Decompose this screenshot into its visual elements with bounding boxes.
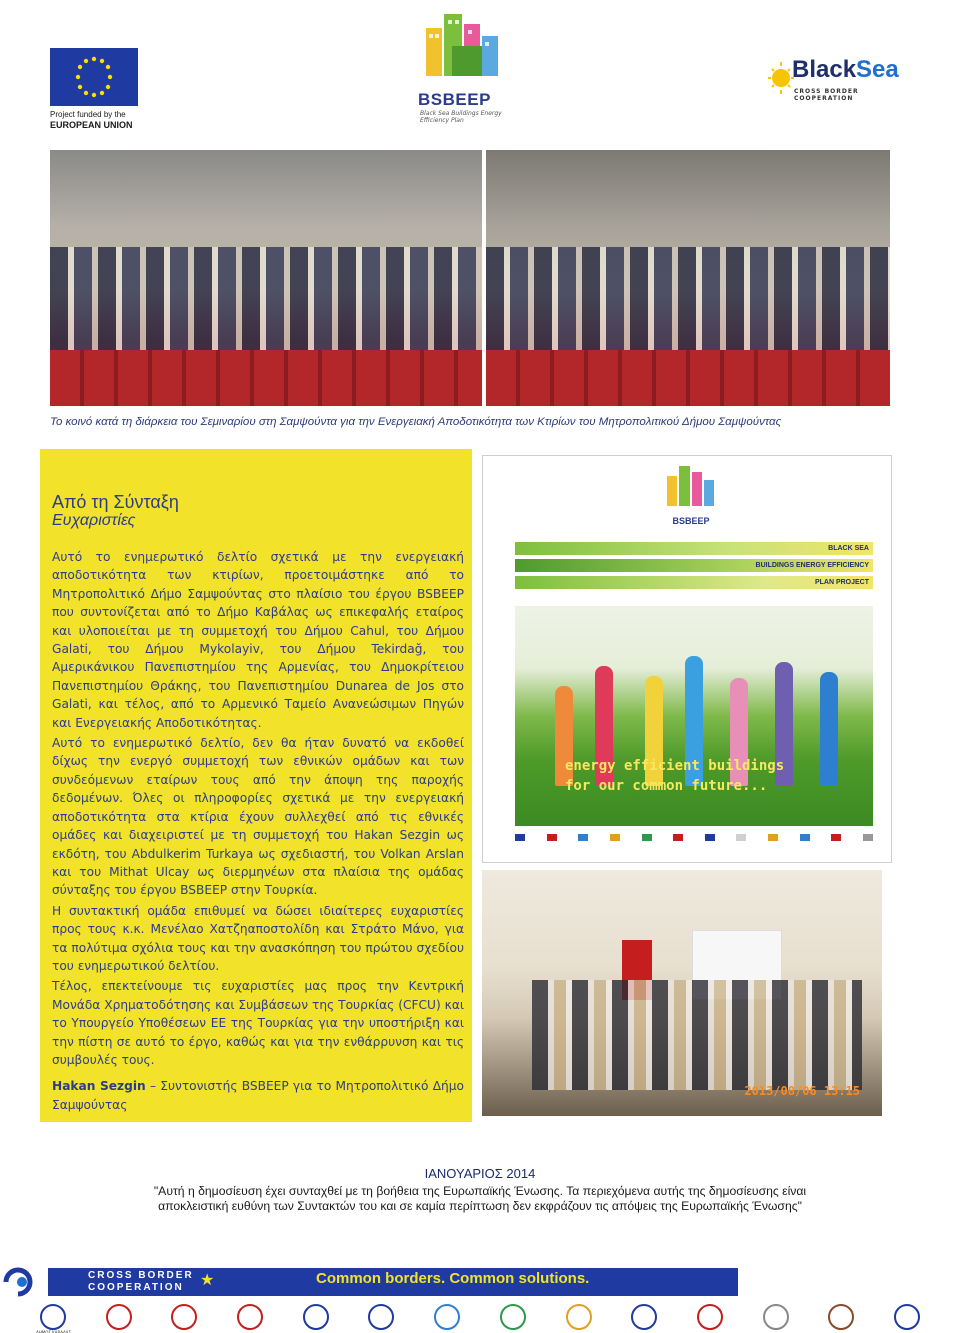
cbc-label-line1: CROSS BORDER — [88, 1270, 194, 1281]
brochure-slogan-line2: for our common future... — [565, 778, 768, 794]
partner-logo — [171, 1304, 197, 1330]
bsbeep-logo-subtitle: Black Sea Buildings Energy Efficiency Plan — [420, 110, 502, 124]
partner-logo — [368, 1304, 394, 1330]
eu-flag-icon — [50, 48, 138, 106]
eu-caption-line2: EUROPEAN UNION — [50, 120, 133, 130]
buildings-icon — [412, 6, 512, 90]
paragraph: Αυτό το ενημερωτικό δελτίο, δεν θα ήταν δυνατό να εκδοθεί δίχως την ενεργό συμμετοχή των εθνικών ομάδων και των συνδεόμενων εταίρων τους από την άποψη της παροχής δεδομένων. Όλες οι πληροφορίες σχετικά με την ενεργειακή αποδοτικότητα στα κτίρια έχουν συλλεχθεί από τις εθνικές ομάδες και διαχειριστεί με τη συμμετοχή του Hakan Sezgin ως εκδότη, του Abdulkerim Turkaya ως σχεδιαστή, του Volkan Arslan και του Mithat Ulcay ως διερμηνέων στα πλαίσια της ομάδας σύνταξης του έργου BSBEEP στην Τουρκία. — [52, 736, 464, 898]
seminar-audience-photo-right — [486, 150, 890, 406]
paragraph: Τέλος, επεκτείνουμε τις ευχαριστίες μας προς την Κεντρική Μονάδα Χρηματοδότησης και Συμβάσεων της Τουρκίας (CFCU) και το Υπουργείο Υποθέσεων ΕΕ της Τουρκίας για την υποστήριξη και την πίστη σε αυτό το έργο, καθώς και για την ενθάρρυνση και τις συμβουλές τους. — [52, 979, 464, 1067]
signature-name: Hakan Sezgin — [52, 1079, 146, 1094]
blacksea-logo-sea: Sea — [856, 56, 899, 83]
brochure-slogan — [565, 756, 784, 796]
partner-logo — [303, 1304, 329, 1330]
partner-logo — [566, 1304, 592, 1330]
eu-disclaimer — [100, 1184, 860, 1214]
partner-logo — [237, 1304, 263, 1330]
partner-logo — [106, 1304, 132, 1330]
brochure-cover — [482, 455, 892, 863]
panel-title: Από τη Σύνταξη — [52, 492, 179, 512]
star-icon: ★ — [200, 1270, 215, 1289]
editorial-body — [52, 548, 464, 1116]
buildings-icon — [661, 462, 721, 512]
cbc-label — [88, 1270, 194, 1294]
brochure-line-2: BUILDINGS ENERGY EFFICIENCY — [515, 559, 873, 572]
disclaimer-line2: αποκλειστική ευθύνη των Συντακτών του και σε καμία περίπτωση δεν εκφράζουν τις απόψεις της Ευρωπαϊκής Ένωσης" — [158, 1199, 802, 1213]
bsbeep-logo-name: BSBEEP — [418, 90, 491, 109]
partner-logos — [36, 1304, 920, 1333]
signature-role: – Συντονιστής BSBEEP για το Μητροπολιτικό Δήμο Σαμψούντας — [52, 1079, 464, 1112]
bsbeep-logo — [412, 6, 512, 134]
sun-icon — [768, 52, 794, 112]
partner-logo — [434, 1304, 460, 1330]
photo-timestamp: 2013/08/06 13:15 — [744, 1084, 860, 1098]
signature — [52, 1077, 464, 1114]
brochure-slogan-line1: energy efficient buildings — [565, 758, 785, 774]
seminar-audience-photo-left — [50, 150, 482, 406]
partner-flags — [515, 834, 873, 841]
partner-logo — [763, 1304, 789, 1330]
brochure-line-3: PLAN PROJECT — [515, 576, 873, 589]
eu-logo — [50, 48, 142, 131]
disclaimer-line1: "Αυτή η δημοσίευση έχει συνταχθεί με τη βοήθεια της Ευρωπαϊκής Ένωσης. Τα περιεχόμενα αυτής της δημοσίευσης είναι — [153, 1184, 807, 1198]
partner-logo — [697, 1304, 723, 1330]
paragraph: Αυτό το ενημερωτικό δελτίο σχετικά με την ενεργειακή αποδοτικότητα των κτιρίων, προετοιμάστηκε από το Μητροπολιτικό Δήμο Σαμψούντας στο πλαίσιο του έργου BSBEEP που συντονίζεται από το Δήμο Καβάλας ως επικεφαλής εταίρος και υλοποιείται με τη συμμετοχή του Δήμου Cahul, του Δήμου Galati, του Δήμου Mykolayiv, του Δήμου Tekirdağ, του Αμερικάνικου Πανεπιστημίου της Αρμενίας, του Δημοκρίτειου Πανεπιστημίου Θράκης, του Πανεπιστημίου Dunarea de Jos στο Galati, και τέλος, από το Αρμενικό Ταμείο Ανανεώσιμων Πηγών και Ενεργειακής Αποδοτικότητας. — [52, 550, 464, 730]
paragraph: Η συντακτική ομάδα επιθυμεί να δώσει ιδιαίτερες ευχαριστίες προς τους κ.κ. Μενέλαο Χατζηαποστολίδη και Στράτο Μάνο, για τα πολύτιμα σχόλια τους και την ανασκόπηση του πρώτου σχεδίου του ενημερωτικού δελτίου. — [52, 903, 464, 973]
cbc-slogan: Common borders. Common solutions. — [316, 1270, 590, 1287]
blacksea-logo — [768, 52, 898, 132]
cbc-label-line2: COOPERATION — [88, 1282, 184, 1293]
blacksea-logo-black: Black — [792, 56, 857, 83]
issue-date: ΙΑΝΟΥΑΡΙΟΣ 2014 — [424, 1166, 536, 1181]
partner-logo — [36, 1304, 71, 1333]
brochure-logo — [661, 462, 721, 530]
brochure-logo-name: BSBEEP — [672, 516, 710, 526]
partner-logo — [894, 1304, 920, 1330]
brochure-line-1: BLACK SEA — [515, 542, 873, 555]
eu-caption-line1: Project funded by the — [50, 110, 126, 119]
partner-logo — [828, 1304, 854, 1330]
photo-caption: Το κοινό κατά τη διάρκεια του Σεμιναρίου στη Σαμψούντα για την Ενεργειακή Αποδοτικότητα των Κτιρίων του Μητροπολιτικού Δήμου Σαμψούντας — [50, 416, 782, 428]
group-photo — [482, 870, 882, 1116]
panel-subtitle: Ευχαριστίες — [52, 512, 136, 529]
blacksea-logo-subtitle: CROSS BORDER COOPERATION — [794, 88, 859, 102]
partner-logo — [631, 1304, 657, 1330]
cross-border-bar — [0, 1264, 960, 1300]
cbc-swirl-icon — [0, 1264, 48, 1300]
partner-logo — [500, 1304, 526, 1330]
partner-label: ΔΗΜΟΣ ΚΑΒΑΛΑΣ — [36, 1330, 71, 1333]
